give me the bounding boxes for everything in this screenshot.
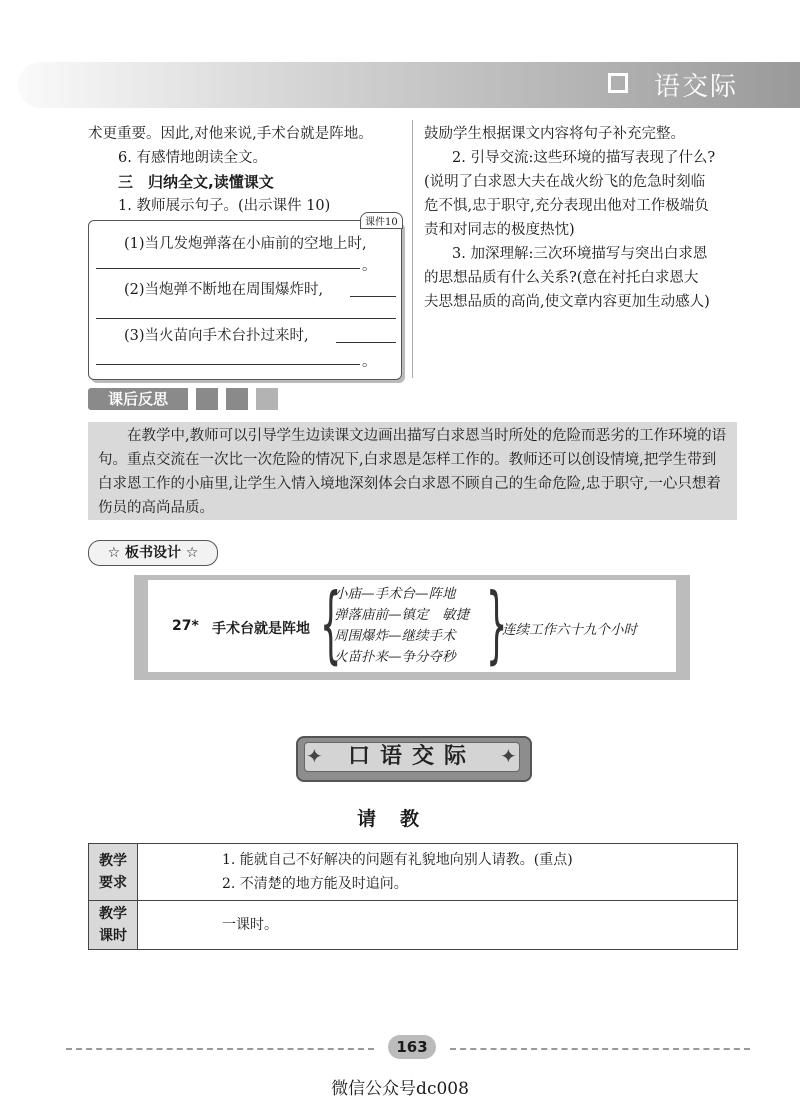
left-line-3: 1. 教师展示句子。(出示课件 10): [118, 198, 331, 214]
lesson-title: 请教: [356, 808, 443, 830]
board-item: 火苗扑来—争分夺秒: [334, 649, 456, 665]
section-heading: 三 归纳全文,读懂课文: [118, 173, 274, 191]
sentence-3: (3)当火苗向手术台扑过来时,: [124, 328, 309, 344]
board-items: [334, 584, 469, 668]
right-line-2: 2. 引导交流:这些环境的描写表现了什么?: [452, 150, 716, 166]
footer-divider: [450, 1048, 750, 1050]
page-number: 163: [388, 1035, 436, 1059]
right-line-7: 的思想品质有什么关系?(意在衬托白求恩大: [424, 270, 699, 286]
left-line-1: 术更重要。因此,对他来说,手术台就是阵地。: [88, 126, 373, 142]
column-divider: [412, 120, 413, 378]
blank-line: [336, 342, 396, 343]
left-line-2: 6. 有感情地朗读全文。: [118, 150, 267, 166]
table-cell: [138, 844, 738, 901]
right-line-6: 3. 加深理解:三次环境描写与突出白求恩: [452, 246, 708, 262]
period: 。: [362, 258, 377, 274]
requirement-item: 1. 能就自己不好解决的问题有礼貌地向别人请教。(重点): [222, 852, 573, 868]
left-brace-icon: {: [320, 575, 342, 673]
reflection-label: 课后反思: [88, 388, 188, 410]
right-line-4: 危不惧,忠于职守,充分表现出他对工作极端负: [424, 198, 709, 214]
right-brace-icon: }: [486, 575, 508, 673]
right-line-5: 责和对同志的极度热忱): [424, 222, 575, 238]
right-line-8: 夫思想品质的高尚,使文章内容更加生动感人): [424, 294, 710, 310]
blank-line: [350, 296, 396, 297]
banner-text: 口语交际: [347, 744, 476, 769]
board-item: 周围爆炸—继续手术: [334, 628, 456, 644]
blank-line: [96, 268, 360, 269]
board-number: 27*: [172, 618, 199, 634]
decor-square: [196, 388, 218, 410]
star-icon: ✦: [306, 744, 323, 768]
right-line-1: 鼓励学生根据课文内容将句子补充完整。: [424, 126, 685, 142]
board-title: 手术台就是阵地: [212, 621, 310, 637]
table-header: [89, 844, 138, 901]
table-cell: 一课时。: [138, 901, 738, 950]
footer-divider: [66, 1048, 374, 1050]
table-row: [89, 844, 738, 901]
header-line: 课时: [99, 928, 127, 944]
header-title: 语交际: [653, 72, 738, 102]
board-item: 小庙—手术台—阵地: [334, 586, 456, 602]
decor-square: [226, 388, 248, 410]
square-icon: [608, 73, 628, 93]
teaching-table: [88, 843, 738, 950]
board-design-label: ☆ 板书设计 ☆: [88, 540, 218, 566]
board-item: 弹落庙前—镇定 敏捷: [334, 607, 469, 623]
board-conclusion: 连续工作六十九个小时: [502, 622, 637, 638]
table-row: [89, 901, 738, 950]
wechat-watermark: 微信公众号dc008: [331, 1079, 469, 1099]
sentence-2: (2)当炮弹不断地在周围爆炸时,: [124, 282, 324, 298]
right-line-3: (说明了白求恩大夫在战火纷飞的危急时刻临: [424, 174, 706, 190]
courseware-tag: 课件10: [360, 212, 403, 229]
header-line: 教学: [99, 853, 127, 869]
table-header: [89, 901, 138, 950]
header-line: 要求: [99, 875, 127, 891]
header-line: 教学: [99, 906, 127, 922]
requirement-item: 2. 不清楚的地方能及时追问。: [222, 876, 408, 892]
blank-line: [96, 364, 360, 365]
blank-line: [96, 318, 396, 319]
sentence-1: (1)当几发炮弹落在小庙前的空地上时,: [124, 236, 367, 252]
decor-square: [256, 388, 278, 410]
star-icon: ✦: [500, 744, 517, 768]
period: 。: [362, 354, 377, 370]
reflection-text: 在教学中,教师可以引导学生边读课文边画出描写白求恩当时所处的危险而恶劣的工作环境的语句。重点交流在一次比一次危险的情况下,白求恩是怎样工作的。教师还可以创设情境,把学生带到白求恩工作的小庙里,让学生入情入境地深刻体会白求恩不顾自己的生命危险,忠于职守,一心只想着伤员的高尚品质。: [98, 428, 727, 516]
